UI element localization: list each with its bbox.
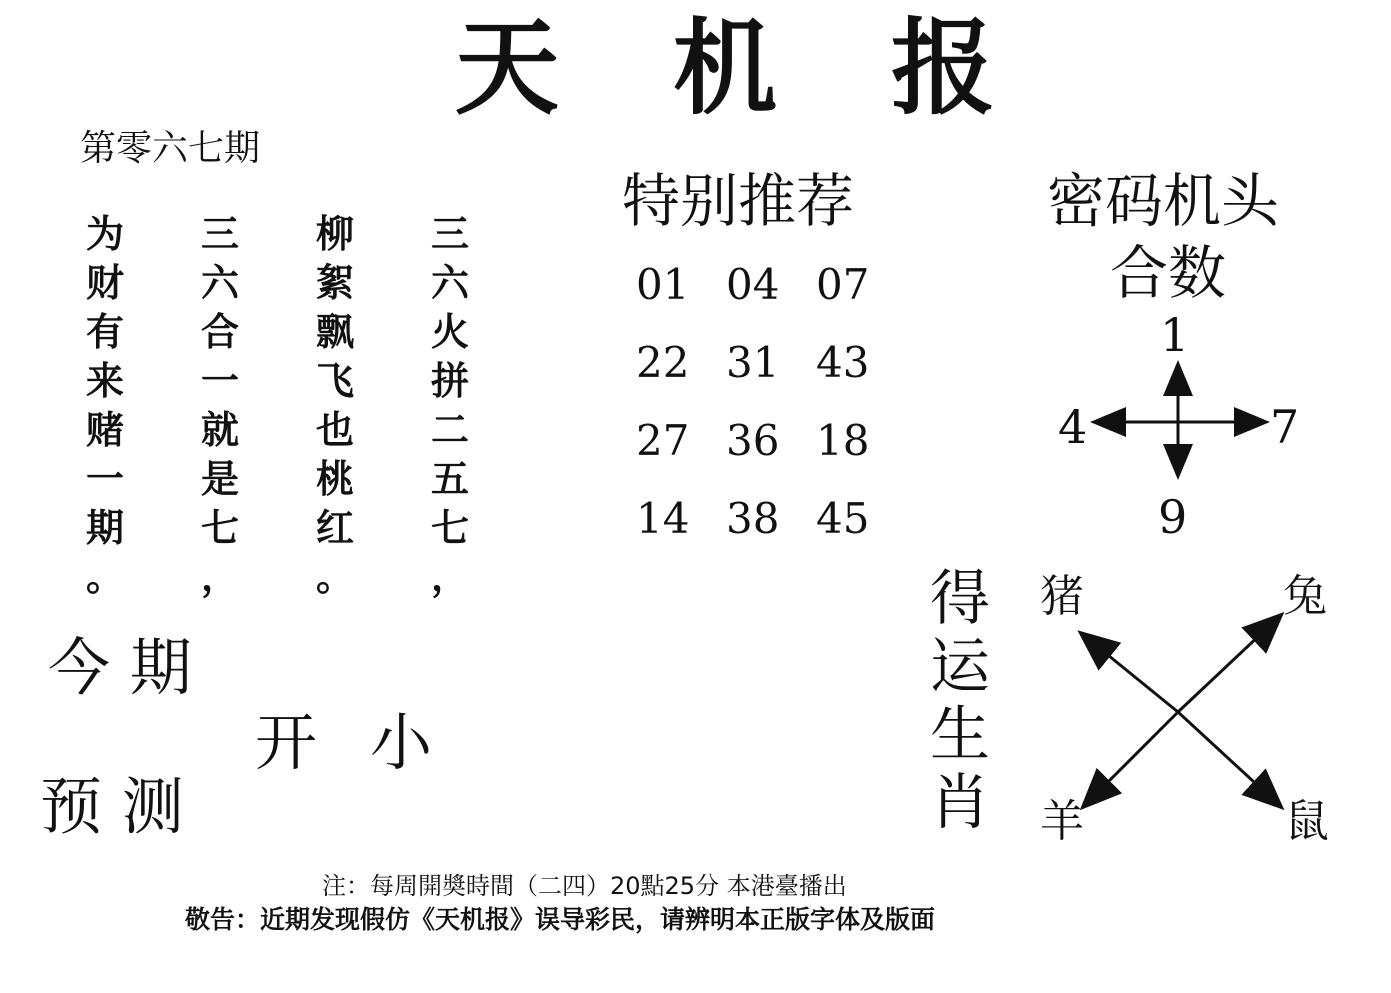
poem-char: 二 bbox=[430, 408, 469, 452]
poem-char: 。 bbox=[85, 555, 124, 599]
poem-char: 赌 bbox=[85, 408, 124, 452]
special-number: 43 bbox=[816, 338, 870, 387]
special-number: 01 bbox=[636, 260, 690, 309]
poem-char: 就 bbox=[200, 408, 239, 452]
zodiac-bottom-left: 羊 bbox=[1040, 796, 1084, 847]
poem-column-4 bbox=[420, 210, 480, 602]
poem-char: 有 bbox=[85, 310, 124, 354]
poem-column-2 bbox=[190, 210, 250, 602]
poem-char: 拼 bbox=[430, 359, 469, 403]
poem-char: 飘 bbox=[315, 310, 354, 354]
arrow-bottom-right-icon bbox=[1178, 712, 1280, 806]
poem-char: 三 bbox=[430, 212, 469, 256]
special-number: 31 bbox=[726, 338, 780, 387]
poem-char: 来 bbox=[85, 359, 124, 403]
poem-char: 六 bbox=[200, 261, 239, 305]
zodiac-heading-char: 得 bbox=[930, 564, 990, 634]
code-up-number: 1 bbox=[1160, 308, 1190, 362]
zodiac-top-left: 猪 bbox=[1040, 571, 1084, 622]
special-number: 36 bbox=[726, 416, 780, 465]
poem-char: 六 bbox=[430, 261, 469, 305]
poem-char: 也 bbox=[315, 408, 354, 452]
poem-char: 絮 bbox=[315, 261, 354, 305]
arrow-top-left-icon bbox=[1082, 634, 1178, 712]
poem-char: 一 bbox=[200, 359, 239, 403]
code-heading-line1: 密码机头 bbox=[1047, 167, 1280, 235]
zodiac-heading bbox=[930, 565, 1000, 837]
zodiac-heading-char: 生 bbox=[930, 700, 990, 770]
code-down-number: 9 bbox=[1158, 490, 1188, 544]
code-left-number: 4 bbox=[1058, 400, 1088, 454]
poem-char: 七 bbox=[430, 506, 469, 550]
masthead-title bbox=[455, 8, 995, 128]
poem-char: 为 bbox=[85, 212, 124, 256]
code-heading-line2: 合数 bbox=[1110, 239, 1227, 307]
poem-char: ， bbox=[430, 555, 469, 599]
poem-char: 五 bbox=[430, 457, 469, 501]
footer-note: 注：每周開奬時間（二四）20點25分 本港臺播出 bbox=[322, 872, 847, 900]
issue-number: 第零六七期 bbox=[80, 128, 261, 169]
poem-char: 期 bbox=[85, 506, 124, 550]
poem-char: ， bbox=[200, 555, 239, 599]
poem-char: 飞 bbox=[315, 359, 354, 403]
special-number: 04 bbox=[726, 260, 780, 309]
poem-char: 红 bbox=[315, 506, 354, 550]
prediction-label-2: 预 测 bbox=[40, 770, 184, 843]
zodiac-bottom-right: 鼠 bbox=[1285, 796, 1329, 847]
zodiac-top-right: 兔 bbox=[1283, 571, 1327, 622]
poem-char: 合 bbox=[200, 310, 239, 354]
arrow-bottom-left-icon bbox=[1084, 712, 1178, 806]
x-arrows-diagram bbox=[1060, 600, 1300, 820]
poem-column-1 bbox=[75, 210, 135, 602]
zodiac-heading-char: 运 bbox=[930, 632, 990, 702]
footer-warning: 敬告：近期发现假仿《天机报》误导彩民，请辨明本正版字体及版面 bbox=[185, 905, 936, 934]
poem-char: 桃 bbox=[315, 457, 354, 501]
poem-char: 财 bbox=[85, 261, 124, 305]
special-heading: 特别推荐 bbox=[622, 167, 855, 235]
cross-arrows-diagram bbox=[1080, 360, 1280, 480]
special-number-grid bbox=[636, 255, 896, 549]
poem-char: 是 bbox=[200, 457, 239, 501]
poem-column-3 bbox=[305, 210, 365, 602]
poem-char: 三 bbox=[200, 212, 239, 256]
poem-char: 柳 bbox=[315, 212, 354, 256]
poem-char: 一 bbox=[85, 457, 124, 501]
special-number: 45 bbox=[816, 494, 870, 543]
special-number: 07 bbox=[816, 260, 870, 309]
prediction-value-2: 小 bbox=[370, 706, 433, 779]
code-right-number: 7 bbox=[1270, 400, 1300, 454]
arrow-top-right-icon bbox=[1178, 616, 1280, 712]
special-number: 22 bbox=[636, 338, 690, 387]
special-number: 38 bbox=[726, 494, 780, 543]
title-char: 天 bbox=[455, 7, 560, 129]
poem-char: 火 bbox=[430, 310, 469, 354]
special-number: 27 bbox=[636, 416, 690, 465]
zodiac-heading-char: 肖 bbox=[930, 768, 990, 838]
poem-char: 七 bbox=[200, 506, 239, 550]
prediction-label-1: 今 期 bbox=[48, 631, 192, 704]
title-char: 机 bbox=[672, 7, 777, 129]
title-char: 报 bbox=[890, 7, 995, 129]
special-number: 18 bbox=[816, 416, 870, 465]
poem-char: 。 bbox=[315, 555, 354, 599]
prediction-value-1: 开 bbox=[255, 706, 318, 779]
special-number: 14 bbox=[636, 494, 690, 543]
